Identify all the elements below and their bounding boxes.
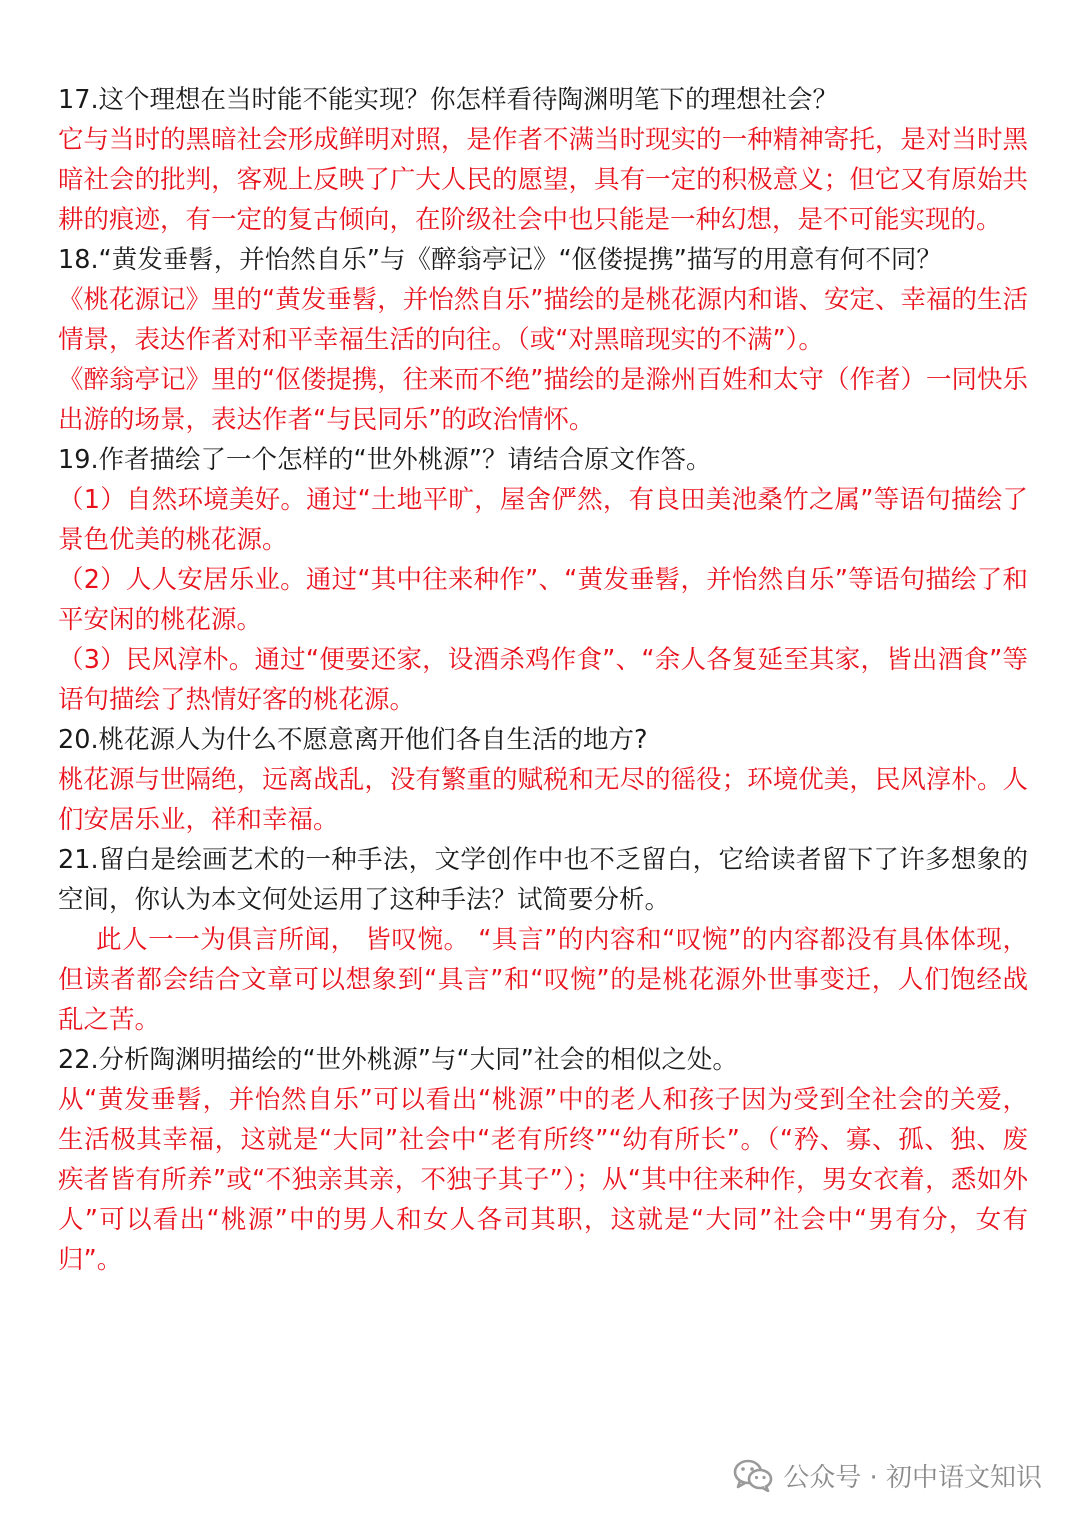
answer-21: 此人一一为俱言所闻， 皆叹惋。 “具言”的内容和“叹惋”的内容都没有具体体现，但读者都会结合文章可以想象到“具言”和“叹惋”的是桃花源外世事变迁，人们饱经战乱之苦。 bbox=[58, 925, 1028, 1035]
answer-19-point-3: （3）民风淳朴。通过“便要还家，设酒杀鸡作食”、“余人各复延至其家，皆出酒食”等语句描绘了热情好客的桃花源。 bbox=[58, 645, 1028, 715]
wechat-icon bbox=[733, 1458, 773, 1492]
watermark bbox=[733, 1455, 1042, 1495]
answer-19-point-1: （1）自然环境美好。通过“土地平旷，屋舍俨然，有良田美池桑竹之属”等语句描绘了景色优美的桃花源。 bbox=[58, 485, 1028, 555]
answer-18-part-1: 《桃花源记》里的“黄发垂髫，并怡然自乐”描绘的是桃花源内和谐、安定、幸福的生活情景，表达作者对和平幸福生活的向往。（或“对黑暗现实的不满”）。 bbox=[58, 285, 1028, 355]
question-18: 18.“黄发垂髫，并怡然自乐”与《醉翁亭记》“伛偻提携”描写的用意有何不同？ bbox=[58, 245, 942, 275]
question-20: 20.桃花源人为什么不愿意离开他们各自生活的地方? bbox=[58, 725, 648, 755]
answer-18-part-2: 《醉翁亭记》里的“伛偻提携，往来而不绝”描绘的是滁州百姓和太守（作者）一同快乐出游的场景，表达作者“与民同乐”的政治情怀。 bbox=[58, 365, 1028, 435]
question-17: 17.这个理想在当时能不能实现？你怎样看待陶渊明笔下的理想社会？ bbox=[58, 85, 839, 115]
answer-17: 它与当时的黑暗社会形成鲜明对照，是作者不满当时现实的一种精神寄托，是对当时黑暗社会的批判，客观上反映了广大人民的愿望，具有一定的积极意义；但它又有原始共耕的痕迹，有一定的复古倾向，在阶级社会中也只能是一种幻想，是不可能实现的。 bbox=[58, 125, 1028, 235]
answer-20: 桃花源与世隔绝，远离战乱，没有繁重的赋税和无尽的徭役；环境优美，民风淳朴。人们安居乐业，祥和幸福。 bbox=[58, 765, 1028, 835]
answer-22: 从“黄发垂髫，并怡然自乐”可以看出“桃源”中的老人和孩子因为受到全社会的关爱，生活极其幸福，这就是“大同”社会中“老有所终”“幼有所长”。（“矜、寡、孤、独、废疾者皆有所养”或“不独亲其亲，不独子其子”）；从“其中往来种作，男女衣着，悉如外人”可以看出“桃源”中的男人和女人各司其职，这就是“大同”社会中“男有分，女有归”。 bbox=[58, 1085, 1028, 1275]
qa-document bbox=[58, 80, 1028, 1280]
watermark-text: 公众号 · 初中语文知识 bbox=[783, 1462, 1042, 1493]
answer-19-point-2: （2）人人安居乐业。通过“其中往来种作”、“黄发垂髫，并怡然自乐”等语句描绘了和平安闲的桃花源。 bbox=[58, 565, 1028, 635]
question-19: 19.作者描绘了一个怎样的“世外桃源”？请结合原文作答。 bbox=[58, 445, 712, 475]
question-21: 21.留白是绘画艺术的一种手法，文学创作中也不乏留白，它给读者留下了许多想象的空间，你认为本文何处运用了这种手法？试简要分析。 bbox=[58, 845, 1028, 915]
question-22: 22.分析陶渊明描绘的“世外桃源”与“大同”社会的相似之处。 bbox=[58, 1045, 738, 1075]
